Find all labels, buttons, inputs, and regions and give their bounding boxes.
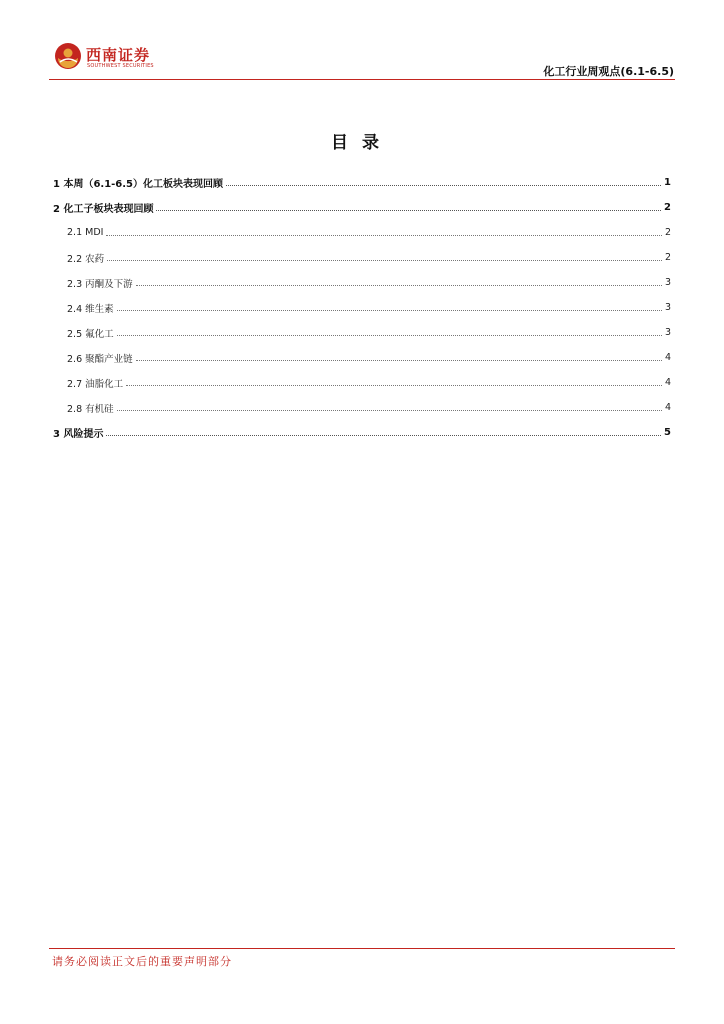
- toc-title: 目录: [331, 133, 393, 153]
- toc-dot-leader: [106, 235, 662, 236]
- logo-english-name: SOUTHWEST SECURITIES: [87, 63, 154, 69]
- toc-dot-leader: [126, 385, 662, 386]
- toc-entry-label: 2.2 农药: [67, 253, 105, 265]
- toc-entry[interactable]: [53, 320, 671, 345]
- toc-entry-label: 3 风险提示: [53, 429, 104, 440]
- toc-entry[interactable]: [53, 395, 671, 420]
- toc-entry[interactable]: [53, 245, 671, 270]
- toc-entry-page: 2: [664, 202, 671, 213]
- toc-entry-label: 2.1 MDI: [67, 227, 104, 238]
- toc-entry[interactable]: [53, 370, 671, 395]
- toc-entry-label: 2.6 聚酯产业链: [67, 353, 133, 365]
- toc-entry-page: 2: [664, 252, 671, 263]
- toc-entry-page: 1: [664, 177, 671, 188]
- toc-entry-label: 2.4 维生素: [67, 303, 114, 315]
- toc-entry[interactable]: [53, 295, 671, 320]
- toc-entry-page: 4: [664, 402, 671, 413]
- logo-chinese-name: 西南证券: [86, 46, 151, 64]
- toc-entry-label: 1 本周（6.1-6.5）化工板块表现回顾: [53, 179, 224, 190]
- toc-entry-page: 4: [664, 377, 671, 388]
- toc-dot-leader: [136, 360, 662, 361]
- table-of-contents: [53, 170, 671, 445]
- toc-entry[interactable]: [53, 195, 671, 220]
- southwest-securities-logo-icon: [54, 42, 82, 70]
- page-header: [0, 0, 724, 82]
- toc-entry-page: 3: [664, 302, 671, 313]
- toc-dot-leader: [117, 410, 662, 411]
- toc-dot-leader: [106, 435, 661, 436]
- toc-dot-leader: [226, 185, 661, 186]
- toc-entry-page: 3: [664, 327, 671, 338]
- header-divider: [49, 79, 675, 80]
- toc-entry-label: 2.3 丙酮及下游: [67, 278, 133, 290]
- toc-dot-leader: [117, 310, 662, 311]
- report-title: 化工行业周观点(6.1-6.5): [543, 65, 674, 78]
- toc-entry-label: 2 化工子板块表现回顾: [53, 204, 154, 215]
- toc-entry-page: 2: [664, 227, 671, 238]
- toc-entry[interactable]: [53, 270, 671, 295]
- toc-dot-leader: [136, 285, 662, 286]
- toc-entry-page: 5: [664, 427, 671, 438]
- footer-divider: [49, 948, 675, 949]
- toc-entry-label: 2.8 有机硅: [67, 403, 114, 415]
- toc-entry[interactable]: [53, 220, 671, 245]
- toc-dot-leader: [117, 335, 662, 336]
- toc-entry-label: 2.7 油脂化工: [67, 378, 124, 390]
- toc-entry[interactable]: [53, 420, 671, 445]
- toc-entry[interactable]: [53, 170, 671, 195]
- toc-entry-page: 4: [664, 352, 671, 363]
- company-logo: [54, 42, 174, 74]
- toc-entry-page: 3: [664, 277, 671, 288]
- footer-disclaimer: 请务必阅读正文后的重要声明部分: [52, 955, 232, 968]
- toc-dot-leader: [156, 210, 661, 211]
- toc-dot-leader: [107, 260, 662, 261]
- toc-entry-label: 2.5 氟化工: [67, 328, 114, 340]
- toc-entry[interactable]: [53, 345, 671, 370]
